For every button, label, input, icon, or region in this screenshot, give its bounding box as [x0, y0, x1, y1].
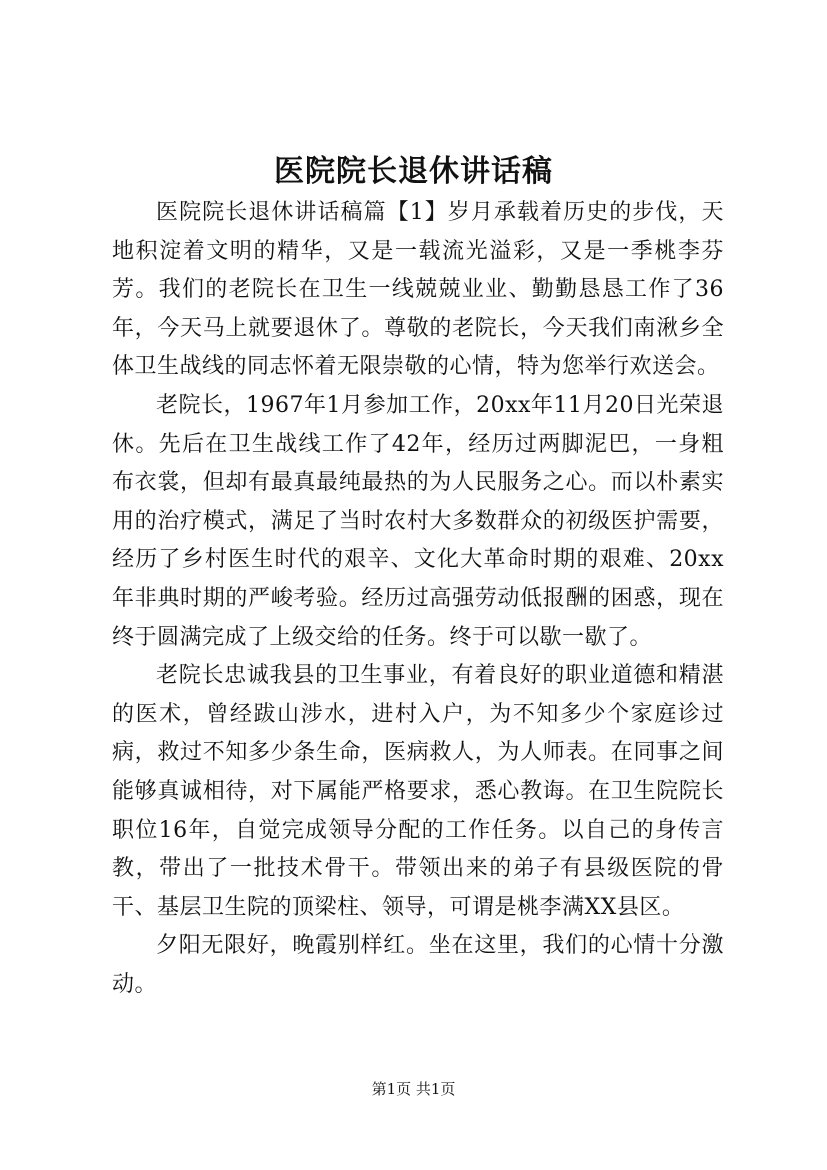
paragraph-3: 老院长忠诚我县的卫生事业，有着良好的职业道德和精湛的医术，曾经跋山涉水，进村入户，为不知多少个家庭诊过病，救过不知多少条生命，医病救人，为人师表。在同事之间能够真诚相待，对下属能严格要求，悉心教诲。在卫生院院长职位16年，自觉完成领导分配的工作任务。以自己的身传言教，带出了一批技术骨干。带领出来的弟子有县级医院的骨干、基层卫生院的顶梁柱、领导，可谓是桃李满XX县区。: [112, 663, 724, 920]
document-title: 医院院长退休讲话稿: [274, 154, 553, 189]
paragraph-4: 夕阳无限好，晚霞别样红。坐在这里，我们的心情十分激动。: [112, 933, 724, 997]
page-footer: 第1页 共1页: [371, 1080, 456, 1098]
document-body: [112, 194, 724, 1004]
paragraph-1: 医院院长退休讲话稿篇【1】岁月承载着历史的步伐，天地积淀着文明的精华，又是一载流光溢彩，又是一季桃李芬芳。我们的老院长在卫生一线兢兢业业、勤勤恳恳工作了36年，今天马上就要退休了。尊敬的老院长，今天我们南湫乡全体卫生战线的同志怀着无限崇敬的心情，特为您举行欢送会。: [112, 200, 724, 380]
paragraph-2: 老院长，1967年1月参加工作，20xx年11月20日光荣退休。先后在卫生战线工作了42年，经历过两脚泥巴，一身粗布衣裳，但却有最真最纯最热的为人民服务之心。而以朴素实用的治疗模式，满足了当时农村大多数群众的初级医护需要，经历了乡村医生时代的艰辛、文化大革命时期的艰难、20xx年非典时期的严峻考验。经历过高强劳动低报酬的困惑，现在终于圆满完成了上级交给的任务。终于可以歇一歇了。: [112, 392, 724, 650]
